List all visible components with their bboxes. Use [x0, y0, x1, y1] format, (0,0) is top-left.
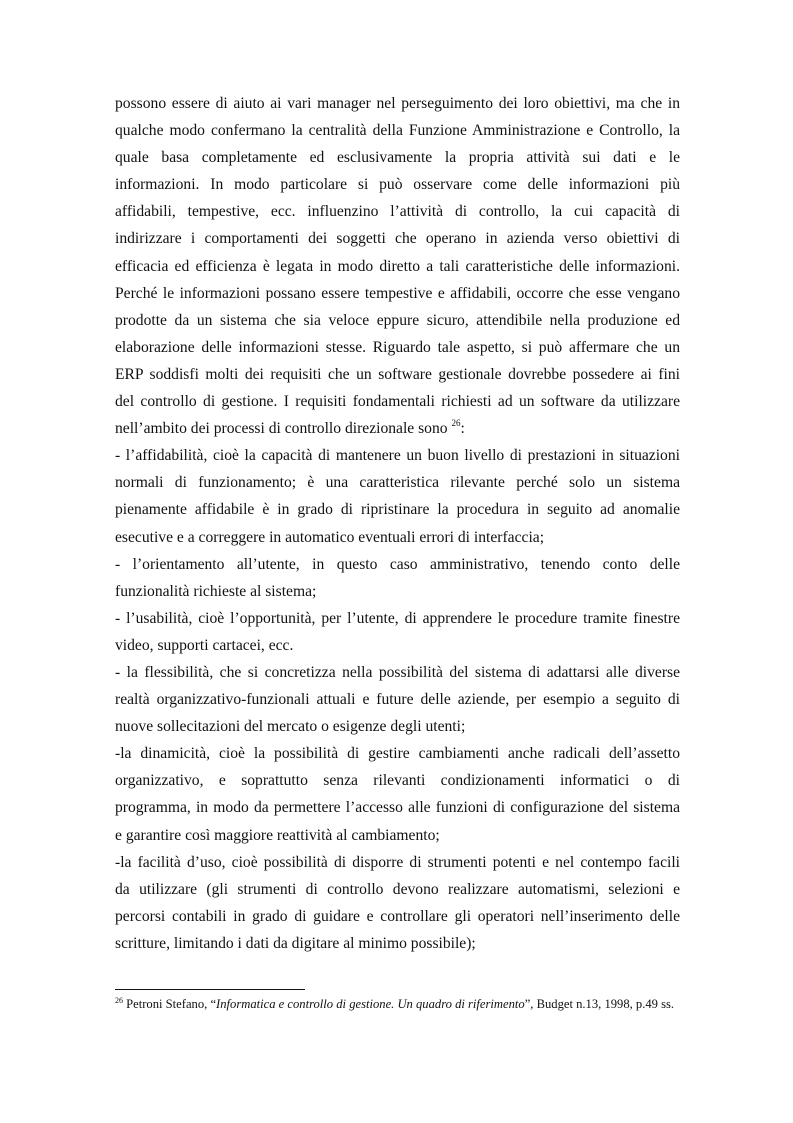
text-line: qualche modo confermano la centralità della Funzione Amministrazione e Controllo, la [115, 122, 680, 140]
text-line: video, supporti cartacei, ecc. [115, 636, 294, 654]
text-line: nell’ambito dei processi di controllo direzionale sono [115, 420, 452, 438]
text-line: programma, in modo da permettere l’accesso alle funzioni di configurazione del sistema [115, 799, 680, 817]
footnote-author: Petroni Stefano, “ [123, 997, 217, 1011]
text-line: quale basa completamente ed esclusivamente la propria attività sui dati e le [115, 149, 680, 167]
text-line: - la flessibilità, che si concretizza nella possibilità del sistema di adattarsi alle diverse [115, 663, 680, 681]
text-line: -la facilità d’uso, cioè possibilità di disporre di strumenti potenti e nel contempo facili [115, 853, 680, 871]
text-line: esecutive e a correggere in automatico eventuali errori di interfaccia; [115, 528, 545, 546]
text-line: del controllo di gestione. I requisiti fondamentali richiesti ad un software da utilizzare [115, 393, 680, 411]
text-line: da utilizzare (gli strumenti di controllo devono realizzare automatismi, selezioni e [115, 880, 680, 898]
text-line: elaborazione delle informazioni stesse. Riguardo tale aspetto, si può affermare che un [115, 338, 680, 356]
text-line: -la dinamicità, cioè la possibilità di gestire cambiamenti anche radicali dell’assetto [115, 745, 680, 763]
text-line: indirizzare i comportamenti dei soggetti che operano in azienda verso obiettivi di [115, 230, 680, 248]
footnote-source: ”, Budget n.13, 1998, p.49 ss. [524, 997, 675, 1011]
footnote-title: Informatica e controllo di gestione. Un quadro di riferimento [216, 997, 525, 1011]
ref-suffix: : [460, 420, 465, 438]
text-line: efficacia ed efficienza è legata in modo diretto a tali caratteristiche delle informazioni. [115, 257, 680, 275]
text-line: - l’usabilità, cioè l’opportunità, per l’utente, di apprendere le procedure tramite finestre [115, 609, 680, 627]
text-line: nuove sollecitazioni del mercato o esigenze degli utenti; [115, 718, 466, 736]
text-line: scritture, limitando i dati da digitare al minimo possibile); [115, 934, 476, 952]
footnote-ref-marker[interactable]: 26 [451, 418, 461, 429]
text-line: pienamente affidabile è in grado di ripristinare la procedura in seguito ad anomalie [115, 501, 680, 519]
text-line: funzionalità richieste al sistema; [115, 582, 317, 600]
text-line: ERP soddisfi molti dei requisiti che un software gestionale dovrebbe possedere ai fini [115, 365, 680, 383]
body-text [115, 90, 680, 957]
text-line: Perché le informazioni possano essere tempestive e affidabili, occorre che esse vengano [115, 284, 680, 302]
text-line: normali di funzionamento; è una caratteristica rilevante perché solo un sistema [115, 474, 680, 492]
text-line: informazioni. In modo particolare si può osservare come delle informazioni più [115, 176, 680, 194]
footnote [115, 997, 680, 1013]
footnote-divider [115, 989, 305, 990]
text-line: organizzativo, e soprattutto senza rilevanti condizionamenti informatici o di [115, 772, 680, 790]
footnote-number: 26 [115, 996, 123, 1005]
text-line: - l’orientamento all’utente, in questo caso amministrativo, tenendo conto delle [115, 555, 680, 573]
text-line: e garantire così maggiore reattività al cambiamento; [115, 826, 440, 844]
text-line-with-footnote-ref [115, 415, 680, 442]
text-line: possono essere di aiuto ai vari manager nel perseguimento dei loro obiettivi, ma che in [115, 95, 680, 112]
text-line: affidabili, tempestive, ecc. influenzino l’attività di controllo, la cui capacità di [115, 203, 680, 221]
text-line: - l’affidabilità, cioè la capacità di mantenere un buon livello di prestazioni in situazioni [115, 447, 680, 465]
text-line: percorsi contabili in grado di guidare e controllare gli operatori nell’inserimento delle [115, 907, 680, 925]
text-line: realtà organizzativo-funzionali attuali e future delle aziende, per esempio a seguito di [115, 691, 680, 709]
text-line: prodotte da un sistema che sia veloce eppure sicuro, attendibile nella produzione ed [115, 311, 680, 329]
